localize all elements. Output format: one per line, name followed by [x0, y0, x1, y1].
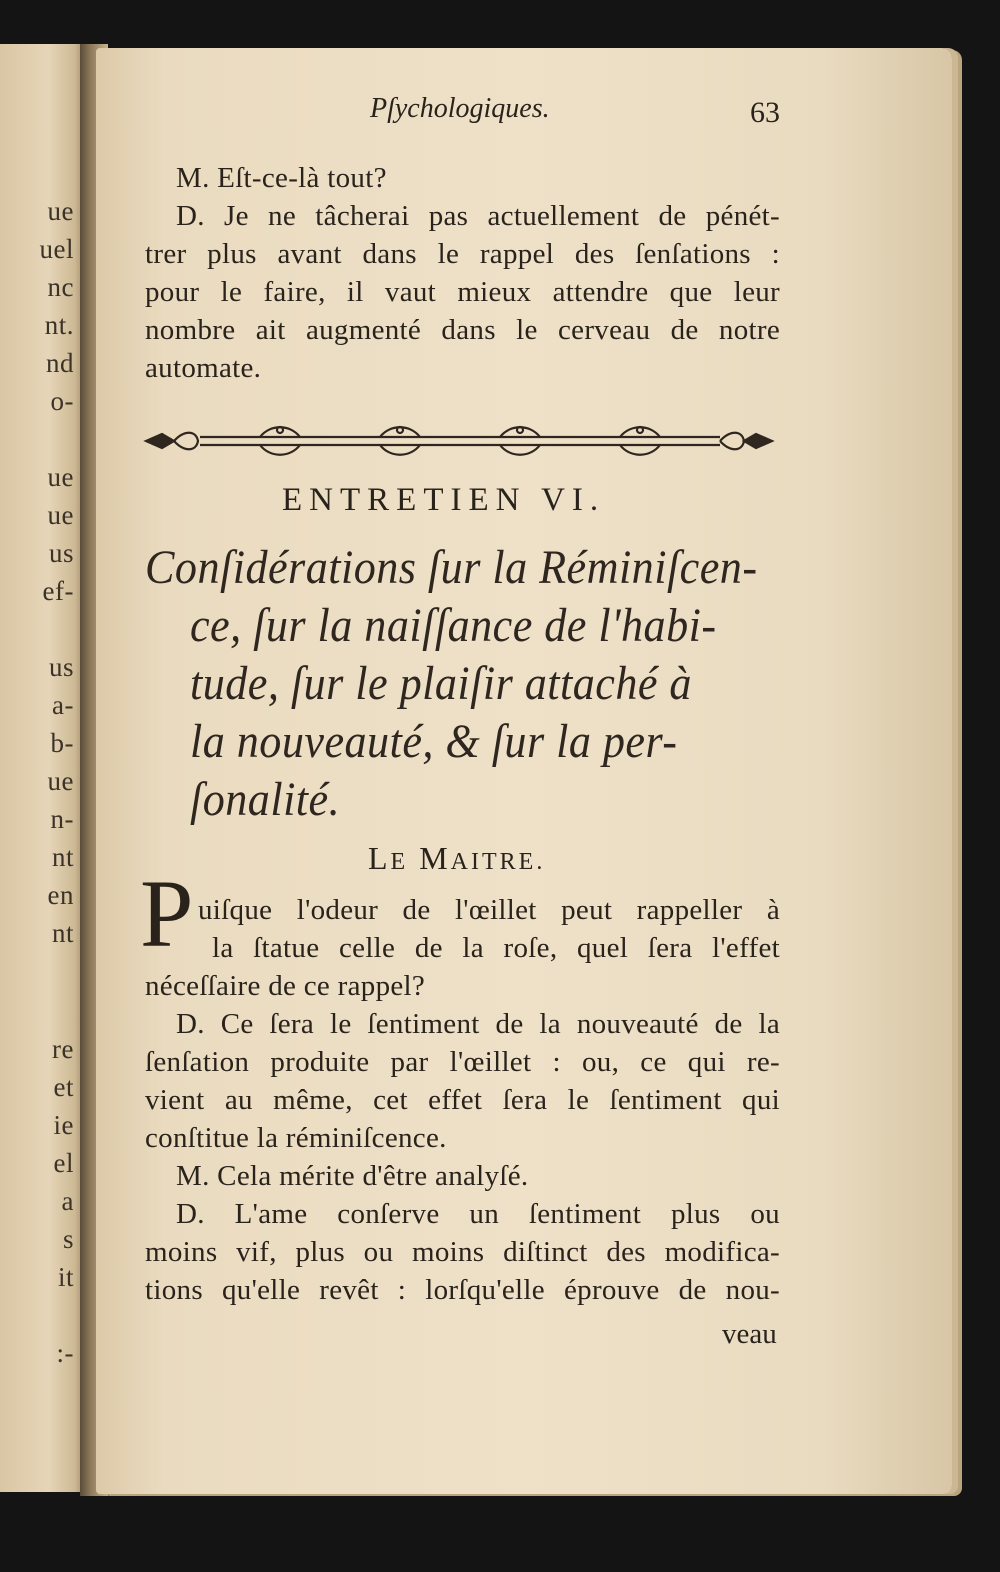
- text-line: pour le faire, il vaut mieux attendre que leur: [145, 276, 780, 308]
- left-page-fragment: nt.: [44, 310, 74, 340]
- left-page-fragment: it: [57, 1262, 74, 1292]
- text-line: automate.: [145, 352, 262, 384]
- left-page-fragment: nd: [46, 348, 74, 378]
- page-number: 63: [750, 96, 780, 129]
- left-page-fragment: nt: [51, 842, 74, 872]
- text-line: D. Ce ſera le ſentiment de la nouveauté de la: [176, 1008, 780, 1040]
- chapter-title-line: la nouveauté, & ſur la per-: [190, 715, 678, 768]
- left-page-fragment: n-: [50, 804, 74, 834]
- left-page-fragment: us: [48, 538, 74, 568]
- left-page-fragment: el: [53, 1148, 74, 1178]
- left-facing-page: [0, 44, 88, 1492]
- chapter-title-line: tude, ſur le plaiſir attaché à: [190, 657, 692, 710]
- text-line: moins vif, plus ou moins diſtinct des modifica-: [145, 1236, 780, 1268]
- left-page-fragment: b-: [50, 728, 74, 758]
- text-line: tions qu'elle revêt : lorſqu'elle éprouve de nou-: [145, 1274, 780, 1306]
- left-page-fragment: nt: [51, 918, 74, 948]
- left-page-fragment: nc: [47, 272, 74, 302]
- left-page-fragment: ie: [53, 1110, 74, 1140]
- left-page-fragment: ef-: [42, 576, 74, 606]
- text-line: vient au même, cet effet ſera le ſentiment qui: [145, 1084, 780, 1116]
- text-line: trer plus avant dans le rappel des ſenſations :: [145, 238, 780, 270]
- left-page-fragment: en: [47, 880, 74, 910]
- chapter-title-line: Conſidérations ſur la Réminiſcen-: [145, 541, 758, 594]
- chapter-title-line: ſonalité.: [190, 773, 341, 826]
- left-page-fragment: ue: [47, 196, 74, 226]
- left-page-fragment: uel: [39, 234, 74, 264]
- drop-cap: P: [140, 860, 194, 967]
- left-page-fragment: us: [48, 652, 74, 682]
- text-line: conſtitue la réminiſcence.: [145, 1122, 447, 1154]
- text-line: M. Cela mérite d'être analyſé.: [176, 1160, 529, 1192]
- left-page-fragment: a: [61, 1186, 74, 1216]
- text-line: nombre ait augmenté dans le cerveau de notre: [145, 314, 780, 346]
- speaker-heading: LE MAITRE.: [368, 840, 546, 876]
- left-page-fragment: ue: [47, 462, 74, 492]
- decorative-ornament-band: [140, 420, 778, 462]
- text-line: néceſſaire de ce rappel?: [145, 970, 426, 1002]
- left-page-fragment: :-: [56, 1338, 74, 1368]
- catchword: veau: [722, 1318, 777, 1350]
- text-line: ſenſation produite par l'œillet : ou, ce qui re-: [145, 1046, 780, 1078]
- text-line: D. L'ame conſerve un ſentiment plus ou: [176, 1198, 780, 1230]
- left-page-fragment: ue: [47, 500, 74, 530]
- text-line: M. Eſt-ce-là tout?: [176, 162, 387, 194]
- text-line: uiſque l'odeur de l'œillet peut rappeller à: [198, 894, 780, 926]
- text-line: D. Je ne tâcherai pas actuellement de pénét-: [176, 200, 780, 232]
- text-line: la ſtatue celle de la roſe, quel ſera l'effet: [212, 932, 780, 964]
- left-page-fragment: s: [62, 1224, 74, 1254]
- chapter-heading: ENTRETIEN VI.: [282, 482, 606, 518]
- left-page-fragment: o-: [50, 386, 74, 416]
- running-head: Pſychologiques.: [370, 93, 550, 124]
- left-page-fragment: ue: [47, 766, 74, 796]
- left-page-fragment: et: [53, 1072, 74, 1102]
- chapter-title-line: ce, ſur la naiſſance de l'habi-: [190, 599, 717, 652]
- left-page-fragment: re: [52, 1034, 74, 1064]
- left-page-fragment: a-: [52, 690, 74, 720]
